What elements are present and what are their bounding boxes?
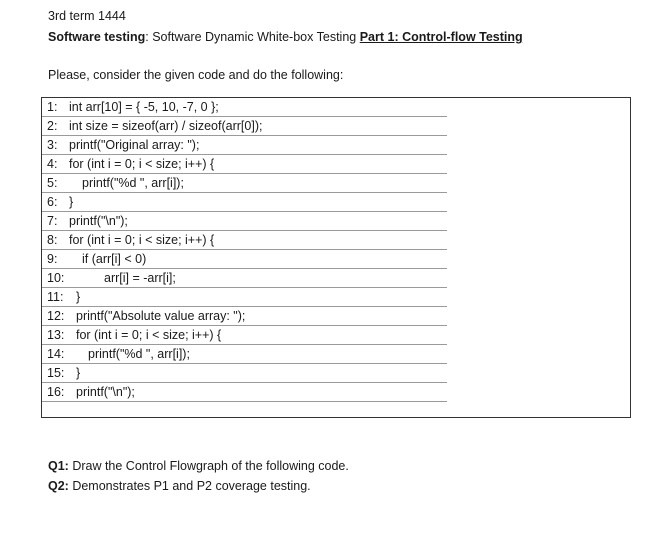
code-line xyxy=(42,117,447,136)
line-code: } xyxy=(76,366,81,380)
line-number: 16: xyxy=(47,385,65,399)
instruction-text: Please, consider the given code and do the following: xyxy=(48,68,344,82)
line-code: for (int i = 0; i < size; i++) { xyxy=(69,233,215,247)
code-line xyxy=(42,136,447,155)
line-code: for (int i = 0; i < size; i++) { xyxy=(76,328,222,342)
line-number: 11: xyxy=(47,290,64,304)
line-number: 9: xyxy=(47,252,58,266)
line-code: } xyxy=(69,195,74,209)
line-number: 1: xyxy=(47,100,58,114)
code-line xyxy=(42,250,447,269)
line-code: printf("%d ", arr[i]); xyxy=(82,176,184,190)
line-number: 3: xyxy=(47,138,58,152)
line-number: 10: xyxy=(47,271,65,285)
question-label: Q1: xyxy=(48,459,69,473)
line-code: if (arr[i] < 0) xyxy=(82,252,147,266)
code-line xyxy=(42,383,447,402)
question-item xyxy=(48,479,349,499)
line-code: printf("Original array: "); xyxy=(69,138,200,152)
line-number: 5: xyxy=(47,176,58,190)
code-line xyxy=(42,212,447,231)
question-label: Q2: xyxy=(48,479,69,493)
line-code: printf("\n"); xyxy=(69,214,128,228)
line-number: 15: xyxy=(47,366,65,380)
course-separator: : xyxy=(145,30,153,44)
line-number: 12: xyxy=(47,309,65,323)
code-line xyxy=(42,307,447,326)
line-number: 7: xyxy=(47,214,58,228)
course-label: Software testing xyxy=(48,30,146,44)
line-code: printf("\n"); xyxy=(76,385,135,399)
line-code: int size = sizeof(arr) / sizeof(arr[0]); xyxy=(69,119,263,133)
topic-label: Software Dynamic White-box Testing xyxy=(152,30,360,44)
part-heading: Part 1: Control-flow Testing xyxy=(359,30,523,44)
code-line xyxy=(42,231,447,250)
line-code: for (int i = 0; i < size; i++) { xyxy=(69,157,215,171)
line-code: printf("Absolute value array: "); xyxy=(76,309,246,323)
code-line xyxy=(42,364,447,383)
line-code: int arr[10] = { -5, 10, -7, 0 }; xyxy=(69,100,219,114)
line-number: 2: xyxy=(47,119,58,133)
code-line xyxy=(42,174,447,193)
line-code: } xyxy=(76,290,81,304)
questions xyxy=(48,459,349,499)
question-item xyxy=(48,459,349,479)
line-number: 13: xyxy=(47,328,65,342)
code-listing xyxy=(41,97,631,418)
line-code: arr[i] = -arr[i]; xyxy=(104,271,176,285)
document-title xyxy=(48,30,523,44)
code-line xyxy=(42,345,447,364)
question-text: Draw the Control Flowgraph of the following code. xyxy=(68,459,349,473)
line-number: 8: xyxy=(47,233,58,247)
code-line xyxy=(42,326,447,345)
question-text: Demonstrates P1 and P2 coverage testing. xyxy=(68,479,311,493)
code-line xyxy=(42,288,447,307)
line-code: printf("%d ", arr[i]); xyxy=(88,347,190,361)
code-line xyxy=(42,98,447,117)
code-line xyxy=(42,193,447,212)
code-line xyxy=(42,269,447,288)
code-line xyxy=(42,155,447,174)
line-number: 4: xyxy=(47,157,58,171)
line-number: 14: xyxy=(47,347,65,361)
term-label: 3rd term 1444 xyxy=(48,9,126,23)
line-number: 6: xyxy=(47,195,58,209)
